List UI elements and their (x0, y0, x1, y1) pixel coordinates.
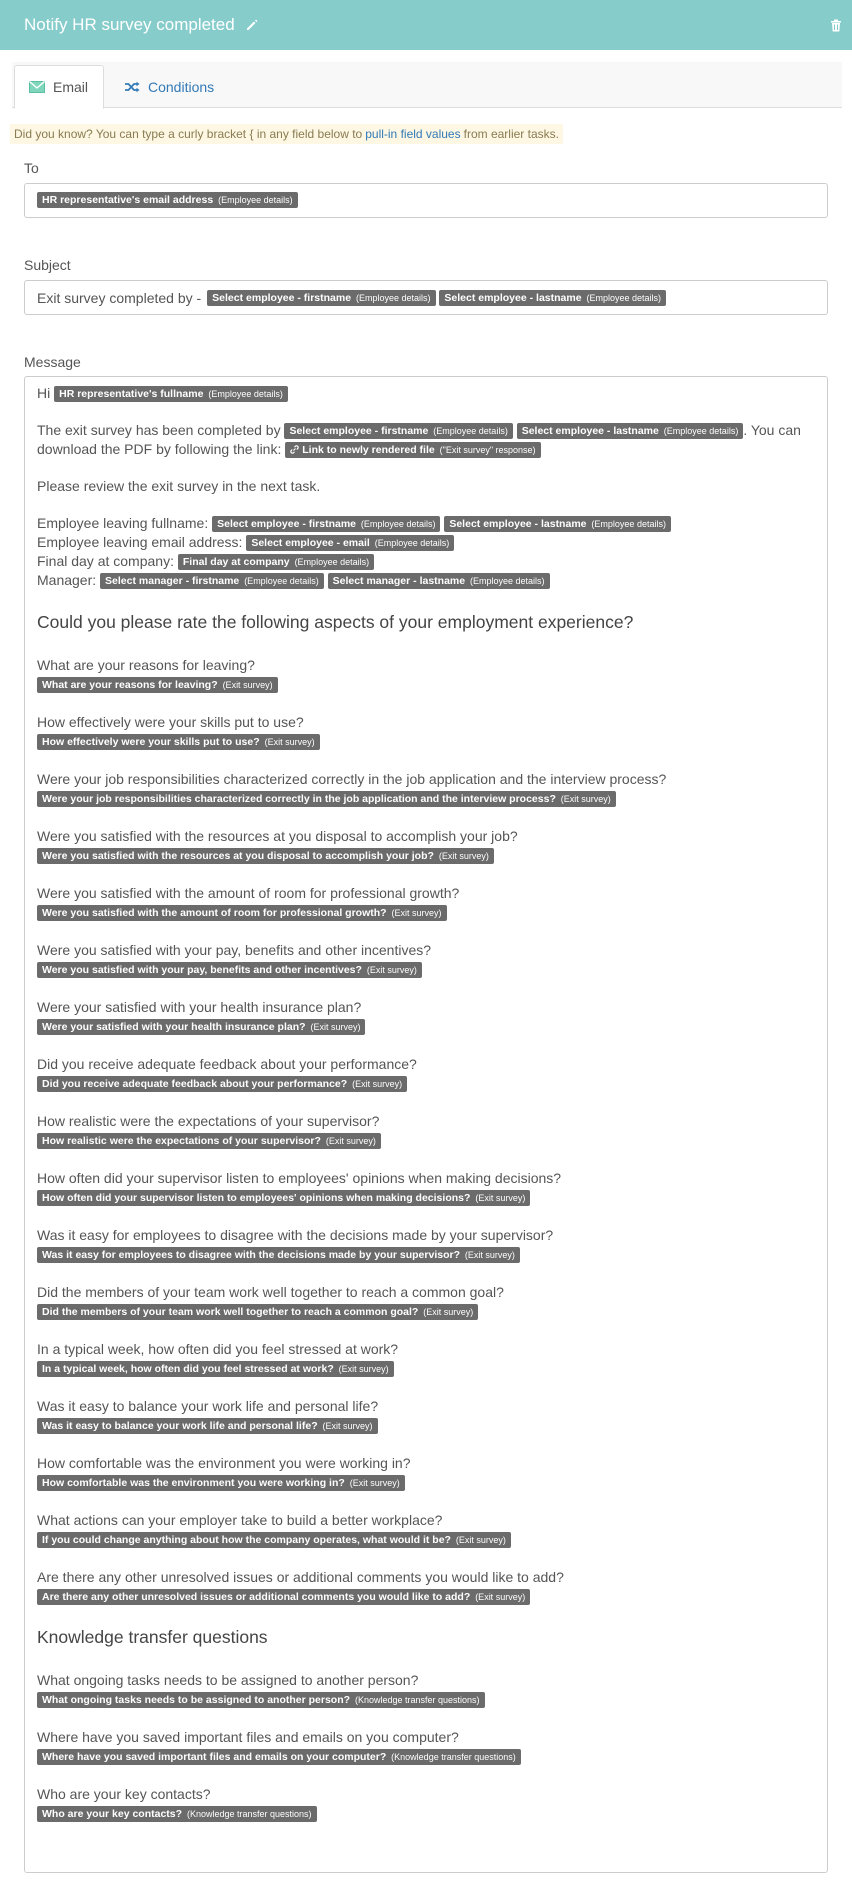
spacer (37, 403, 815, 421)
question-item (37, 1340, 815, 1377)
chip-source: (Employee details) (294, 557, 370, 567)
field-chip[interactable] (284, 423, 512, 439)
chip-name: Where have you saved important files and emails on your computer? (42, 1751, 387, 1763)
tip-text-after: from earlier tasks. (463, 127, 559, 141)
field-chip[interactable] (37, 1247, 520, 1263)
chip-name: Was it easy for employees to disagree with the decisions made by your supervisor? (42, 1249, 460, 1261)
field-chip[interactable] (37, 1418, 378, 1434)
review-line: Please review the exit survey in the next task. (37, 478, 321, 494)
download-text-1: . You can (743, 422, 801, 438)
spacer (37, 496, 815, 514)
question-text: How realistic were the expectations of your supervisor? (37, 1113, 380, 1129)
chip-source: (Employee details) (586, 292, 662, 303)
answer-line (37, 732, 815, 750)
greeting-line (37, 384, 815, 403)
tabs-container (12, 62, 842, 108)
field-chip[interactable] (37, 1749, 521, 1765)
knowledge-heading: Knowledge transfer questions (37, 1627, 268, 1647)
question-text: Were your job responsibilities characterized correctly in the job application and the interview process? (37, 771, 667, 787)
question-item (37, 998, 815, 1035)
chip-source: (Exit survey) (423, 1307, 474, 1317)
question-text: How comfortable was the environment you were working in? (37, 1455, 411, 1471)
question-text: Did you receive adequate feedback about your performance? (37, 1056, 417, 1072)
chip-name: How realistic were the expectations of your supervisor? (42, 1135, 321, 1147)
chip-source: (Employee details) (208, 389, 283, 399)
answer-line (37, 1017, 815, 1035)
message-editor[interactable] (24, 376, 828, 1873)
chip-source: (Exit survey) (325, 1136, 376, 1146)
question-item (37, 1169, 815, 1206)
chip-source: (Employee details) (360, 519, 436, 529)
field-chip[interactable] (100, 573, 324, 589)
subject-label: Subject (24, 257, 71, 273)
question-text: Where have you saved important files and emails on you computer? (37, 1729, 459, 1745)
chip-name: Select employee - firstname (212, 291, 352, 304)
question-item (37, 1283, 815, 1320)
chip-name: Select employee - lastname (444, 291, 582, 304)
question-text: Are there any other unresolved issues or additional comments you would like to add? (37, 1569, 564, 1585)
question-text: In a typical week, how often did you feel stressed at work? (37, 1341, 399, 1357)
chip-name: Select manager - firstname (105, 575, 240, 587)
chip-name: How effectively were your skills put to use? (42, 736, 260, 748)
tab-email-label: Email (53, 79, 89, 95)
chip-source: (Employee details) (663, 426, 739, 436)
chip-source: (Employee details) (374, 538, 450, 548)
question-text: Was it easy for employees to disagree with the decisions made by your supervisor? (37, 1227, 554, 1243)
question-text: Were you satisfied with your pay, benefits and other incentives? (37, 942, 432, 958)
tab-conditions[interactable] (120, 65, 214, 109)
answer-line (37, 1188, 815, 1206)
chip-source: (Exit survey) (455, 1535, 506, 1545)
chip-source: (Employee details) (244, 576, 319, 586)
field-chip[interactable] (37, 734, 320, 750)
answer-line (37, 1747, 815, 1765)
answer-line (37, 960, 815, 978)
field-chip[interactable] (37, 192, 298, 208)
knowledge-questions (37, 1671, 815, 1822)
trash-icon[interactable] (830, 19, 842, 32)
link-icon (290, 445, 299, 454)
manager-label: Manager: (37, 572, 97, 588)
field-chip[interactable] (37, 1019, 365, 1035)
question-item (37, 884, 815, 921)
chip-name: Was it easy to balance your work life and personal life? (42, 1420, 318, 1432)
chip-source: (Exit survey) (322, 1421, 373, 1431)
field-chip[interactable] (444, 516, 671, 532)
chip-name: Who are your key contacts? (42, 1808, 183, 1820)
finalday-line (37, 552, 815, 571)
completed-text: The exit survey has been completed by (37, 422, 281, 438)
chip-source: (Exit survey) (338, 1364, 389, 1374)
question-item (37, 1226, 815, 1263)
chip-name: Select manager - lastname (332, 575, 466, 587)
field-chip[interactable] (178, 554, 374, 570)
field-chip[interactable] (517, 423, 744, 439)
download-text-2: download the PDF by following the link: (37, 441, 282, 457)
chip-name: Are there any other unresolved issues or additional comments you would like to add? (42, 1591, 471, 1603)
chip-name: Were you satisfied with the resources at you disposal to accomplish your job? (42, 850, 434, 862)
subject-prefix: Exit survey completed by - (37, 289, 202, 306)
chip-source: (Employee details) (433, 426, 508, 436)
chip-source: (Exit survey) (560, 794, 611, 804)
rating-heading: Could you please rate the following aspects of your employment experience? (37, 612, 634, 632)
chip-source: (Employee details) (218, 195, 293, 205)
field-chip[interactable] (439, 290, 666, 306)
chip-source: (Exit survey) (222, 680, 273, 690)
chip-name: Select employee - lastname (521, 425, 659, 437)
answer-line (37, 1074, 815, 1092)
chip-source: (Employee details) (591, 519, 666, 529)
field-chip[interactable] (37, 1806, 317, 1822)
question-item (37, 1511, 815, 1548)
question-text: Who are your key contacts? (37, 1786, 211, 1802)
chip-name: Select employee - firstname (217, 518, 356, 530)
chip-name: In a typical week, how often did you feel stressed at work? (42, 1363, 334, 1375)
tab-bar (12, 62, 842, 108)
chip-source: (Exit survey) (366, 965, 417, 975)
answer-line (37, 903, 815, 921)
question-text: What ongoing tasks needs to be assigned to another person? (37, 1672, 419, 1688)
tip-banner (10, 124, 563, 144)
greeting-text: Hi (37, 385, 51, 401)
field-chip[interactable] (246, 535, 454, 551)
question-item (37, 1785, 815, 1822)
question-item (37, 1055, 815, 1092)
question-item (37, 713, 815, 750)
answer-line (37, 1530, 815, 1548)
answer-line (37, 675, 815, 693)
question-item (37, 1397, 815, 1434)
fullname-line (37, 514, 815, 533)
question-item (37, 827, 815, 864)
question-text: Were your satisfied with your health insurance plan? (37, 999, 362, 1015)
question-item (37, 1568, 815, 1605)
question-item (37, 770, 815, 807)
question-item (37, 1671, 815, 1708)
question-text: Was it easy to balance your work life and personal life? (37, 1398, 379, 1414)
chip-name: What are your reasons for leaving? (42, 679, 218, 691)
survey-questions (37, 656, 815, 1605)
field-chip[interactable] (37, 677, 278, 693)
question-text: What are your reasons for leaving? (37, 657, 255, 673)
field-chip[interactable] (37, 905, 447, 921)
chip-name: Were your satisfied with your health insurance plan? (42, 1021, 306, 1033)
chip-name: Were your job responsibilities characterized correctly in the job application and the interview process? (42, 793, 556, 805)
chip-name: Select employee - email (251, 537, 370, 549)
field-chip[interactable] (328, 573, 550, 589)
to-label: To (24, 160, 39, 176)
field-chip[interactable] (37, 1692, 485, 1708)
question-item (37, 1728, 815, 1765)
chip-name: HR representative's fullname (59, 388, 204, 400)
pencil-icon[interactable] (245, 18, 259, 32)
file-link-chip[interactable] (285, 442, 540, 458)
question-text: Did the members of your team work well together to reach a common goal? (37, 1284, 504, 1300)
answer-line (37, 1245, 815, 1263)
chip-name: What ongoing tasks needs to be assigned to another person? (42, 1694, 351, 1706)
fullname-label: Employee leaving fullname: (37, 515, 209, 531)
chip-name: Link to newly rendered file (302, 444, 435, 456)
answer-line (37, 1359, 815, 1377)
field-chip[interactable] (37, 1361, 394, 1377)
field-chip[interactable] (37, 1076, 407, 1092)
chip-name: If you could change anything about how the company operates, what would it be? (42, 1534, 451, 1546)
chip-source: ("Exit survey" response) (439, 445, 536, 455)
chip-source: (Employee details) (470, 576, 545, 586)
finalday-label: Final day at company: (37, 553, 174, 569)
message-label: Message (24, 354, 81, 370)
chip-name: Select employee - lastname (449, 518, 587, 530)
chip-name: Select employee - firstname (289, 425, 429, 437)
field-chip[interactable] (37, 1133, 381, 1149)
to-field[interactable] (24, 183, 828, 218)
field-chip[interactable] (37, 1532, 511, 1548)
answer-line (37, 846, 815, 864)
question-text: Were you satisfied with the amount of room for professional growth? (37, 885, 460, 901)
email-label: Employee leaving email address: (37, 534, 243, 550)
question-text: What actions can your employer take to build a better workplace? (37, 1512, 443, 1528)
answer-line (37, 1587, 815, 1605)
page-header (0, 0, 852, 50)
question-item (37, 1112, 815, 1149)
email-line (37, 533, 815, 552)
field-chip[interactable] (54, 386, 288, 402)
chip-name: Were you satisfied with the amount of room for professional growth? (42, 907, 387, 919)
tip-text-before: Did you know? You can type a curly bracket { in any field below to (14, 127, 363, 141)
question-text: Were you satisfied with the resources at you disposal to accomplish your job? (37, 828, 518, 844)
chip-name: Did you receive adequate feedback about your performance? (42, 1078, 348, 1090)
answer-line (37, 1131, 815, 1149)
chip-name: HR representative's email address (42, 194, 214, 206)
chip-source: (Exit survey) (475, 1592, 526, 1602)
question-text: How effectively were your skills put to use? (37, 714, 304, 730)
chip-source: (Exit survey) (464, 1250, 515, 1260)
field-chip[interactable] (207, 290, 435, 306)
chip-name: How comfortable was the environment you were working in? (42, 1477, 345, 1489)
field-chip[interactable] (37, 1304, 478, 1320)
answer-line (37, 1690, 815, 1708)
answer-line (37, 1804, 815, 1822)
chip-source: (Knowledge transfer questions) (391, 1752, 516, 1762)
chip-name: Did the members of your team work well together to reach a common goal? (42, 1306, 419, 1318)
question-item (37, 941, 815, 978)
chip-source: (Exit survey) (310, 1022, 361, 1032)
envelope-icon (29, 81, 45, 93)
chip-source: (Knowledge transfer questions) (186, 1809, 312, 1819)
chip-source: (Exit survey) (352, 1079, 403, 1089)
shuffle-icon (124, 81, 140, 93)
chip-source: (Exit survey) (438, 851, 489, 861)
completed-paragraph (37, 421, 815, 459)
field-chip[interactable] (212, 516, 440, 532)
field-chip[interactable] (37, 848, 494, 864)
tab-conditions-label: Conditions (148, 79, 215, 95)
chip-source: (Employee details) (355, 292, 431, 303)
chip-source: (Knowledge transfer questions) (354, 1695, 480, 1705)
field-chip[interactable] (37, 791, 616, 807)
field-chip[interactable] (37, 962, 422, 978)
question-item (37, 656, 815, 693)
field-chip[interactable] (37, 1190, 530, 1206)
answer-line (37, 1473, 815, 1491)
header-title-group (24, 15, 259, 35)
chip-source: (Exit survey) (349, 1478, 400, 1488)
spacer (37, 459, 815, 477)
chip-name: Final day at company (182, 556, 290, 568)
chip-name: How often did your supervisor listen to employees' opinions when making decisions? (42, 1192, 471, 1204)
subject-field[interactable] (24, 280, 828, 315)
answer-line (37, 789, 815, 807)
field-chip[interactable] (37, 1589, 530, 1605)
chip-name: Were you satisfied with your pay, benefits and other incentives? (42, 964, 362, 976)
answer-line (37, 1302, 815, 1320)
chip-source: (Exit survey) (475, 1193, 526, 1203)
question-item (37, 1454, 815, 1491)
question-text: How often did your supervisor listen to employees' opinions when making decisions? (37, 1170, 562, 1186)
page-title: Notify HR survey completed (24, 15, 235, 34)
pull-in-field-values-link[interactable]: pull-in field values (365, 127, 461, 141)
field-chip[interactable] (37, 1475, 405, 1491)
tab-email[interactable] (14, 65, 104, 109)
answer-line (37, 1416, 815, 1434)
chip-source: (Exit survey) (264, 737, 315, 747)
manager-line (37, 571, 815, 590)
chip-source: (Exit survey) (391, 908, 442, 918)
